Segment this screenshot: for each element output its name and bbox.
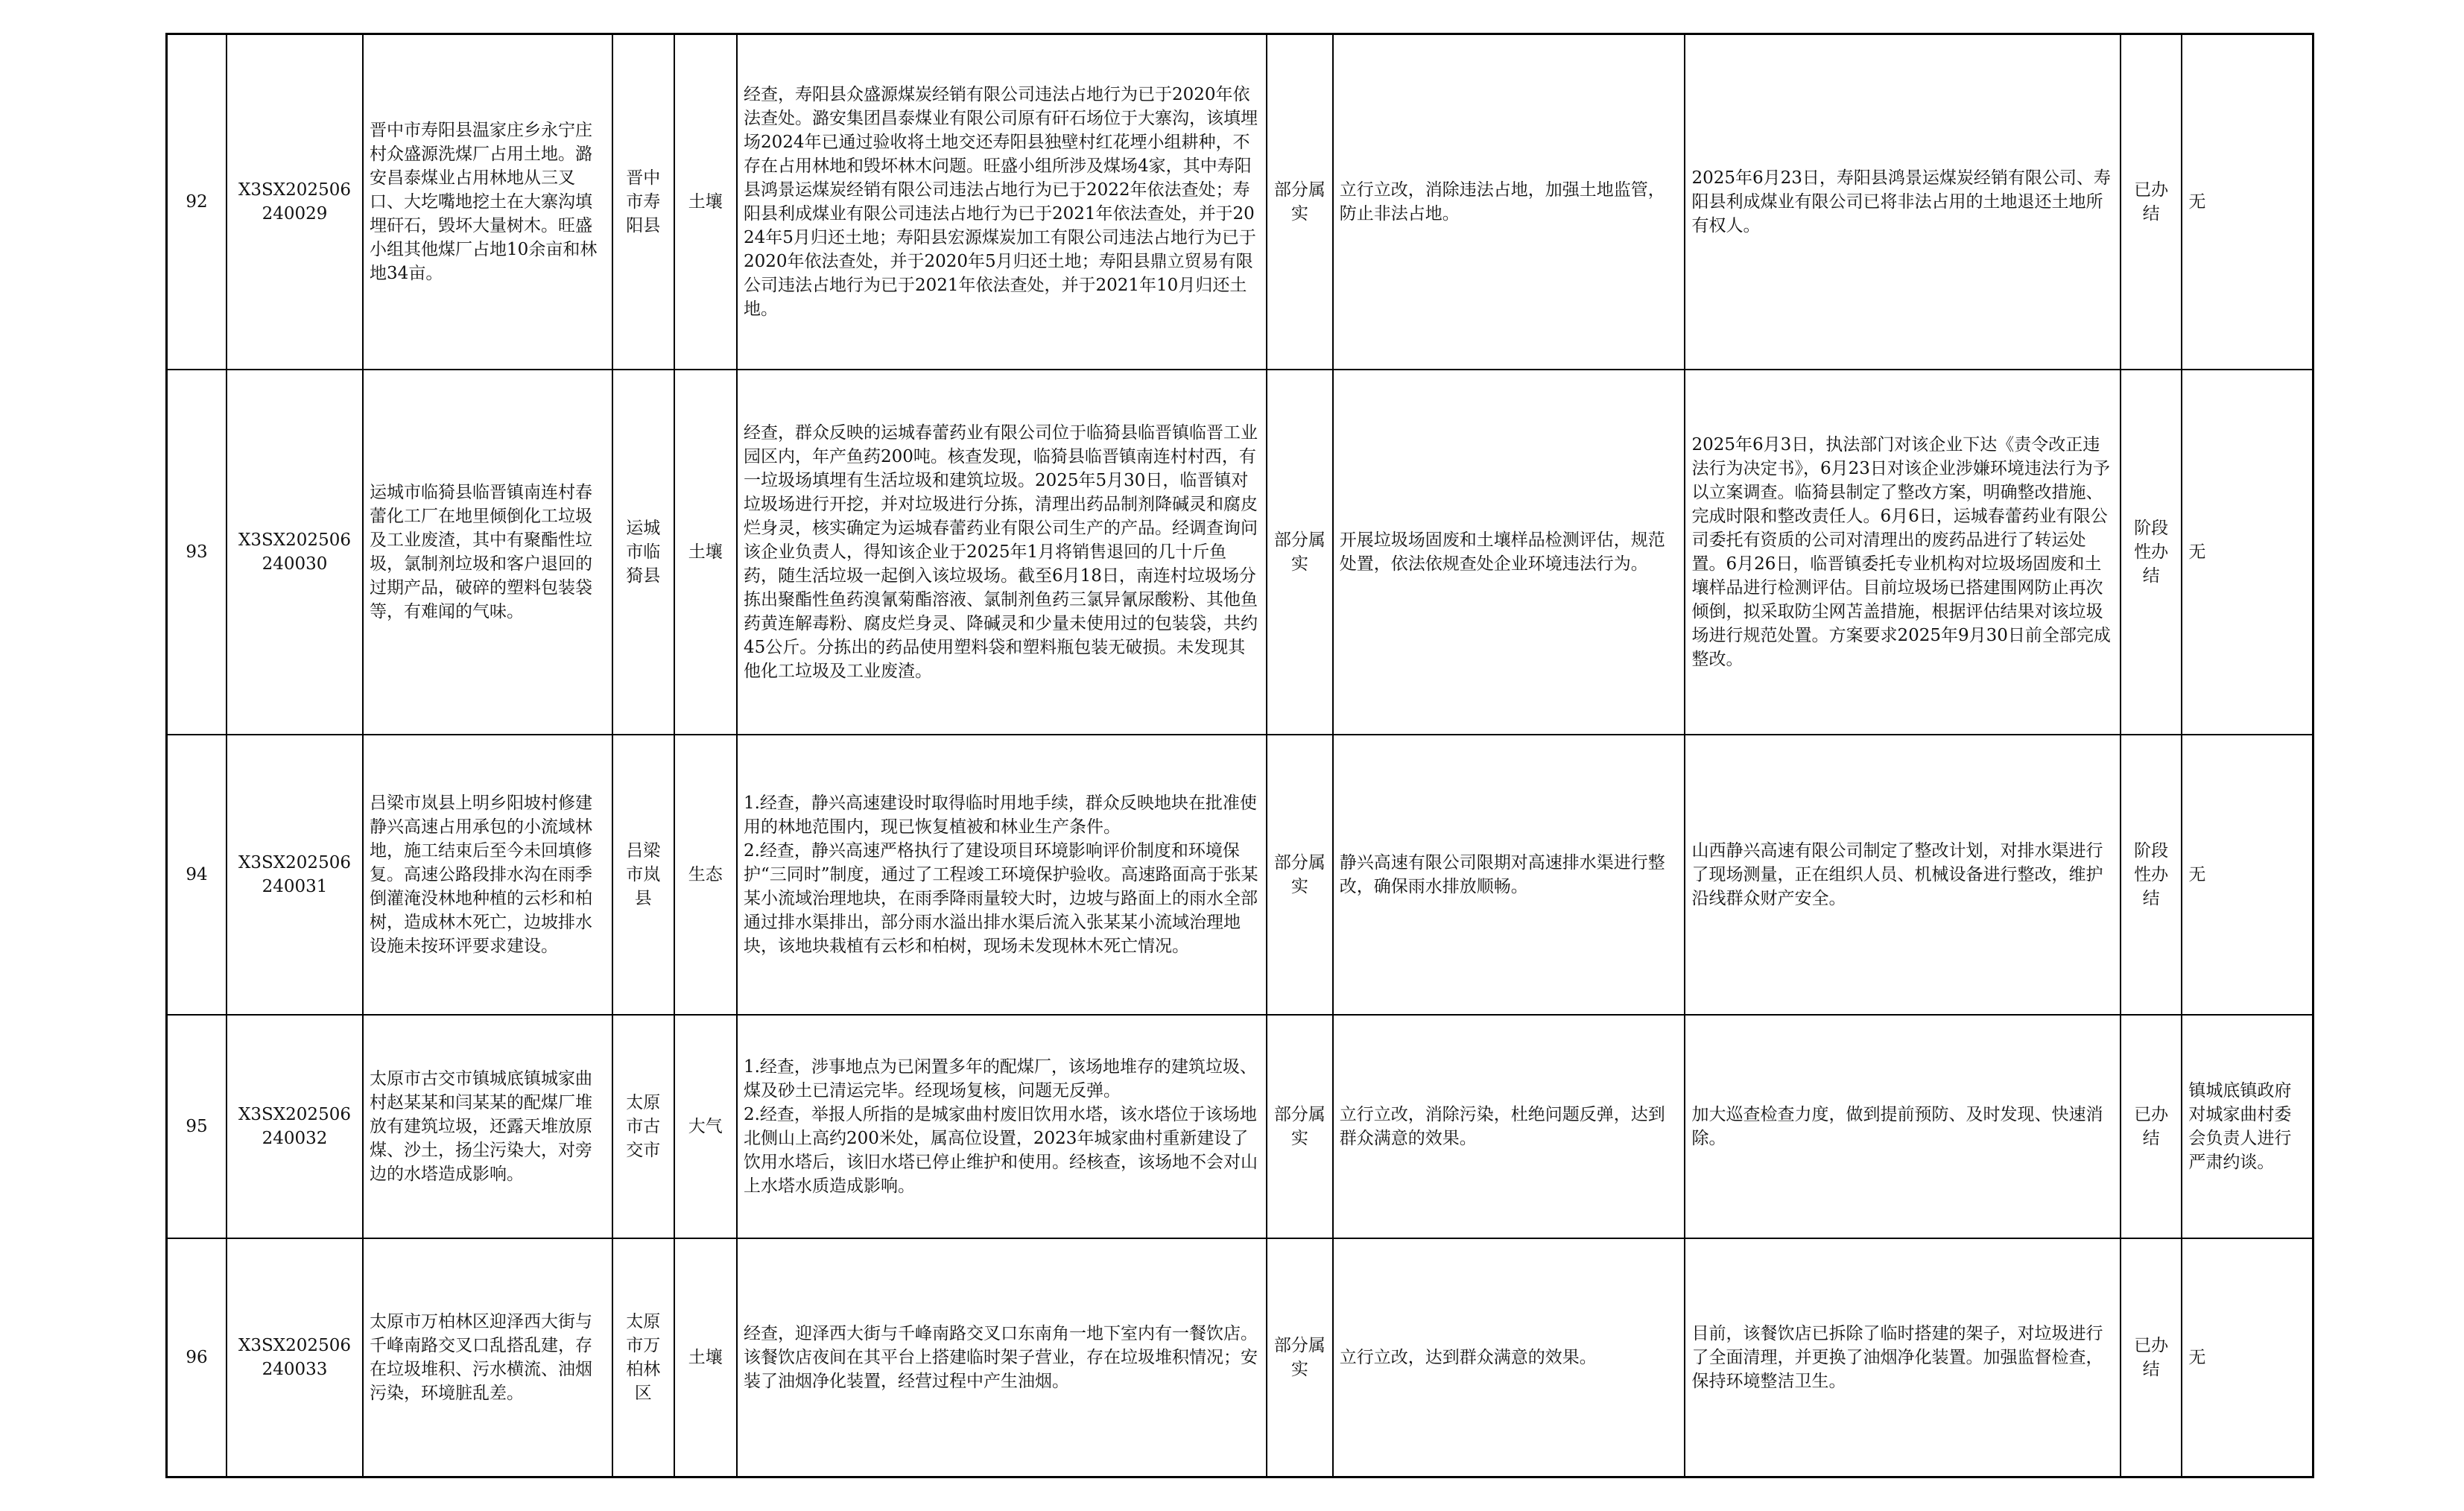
row-status: 已办结 — [2121, 1015, 2182, 1238]
row-code: X3SX202506240031 — [227, 735, 363, 1015]
table-row — [167, 34, 2313, 370]
row-plan: 静兴高速有限公司限期对高速排水渠进行整改，确保雨水排放顺畅。 — [1333, 735, 1685, 1015]
table-row — [167, 1015, 2313, 1238]
row-accountability: 无 — [2182, 370, 2313, 735]
row-plan: 立行立改，消除污染，杜绝问题反弹，达到群众满意的效果。 — [1333, 1015, 1685, 1238]
row-findings: 经查，群众反映的运城春蕾药业有限公司位于临猗县临晋镇临晋工业园区内，年产鱼药200吨。核查发现，临猗县临晋镇南连村村西，有一垃圾场填埋有生活垃圾和建筑垃圾。2025年5月30日，临晋镇对垃圾场进行开挖，并对垃圾进行分拣，清理出药品制剂降碱灵和腐皮烂身灵，核实确定为运城春蕾药业有限公司生产的产品。经调查询问该企业负责人，得知该企业于2025年1月将销售退回的几十斤鱼药，随生活垃圾一起倒入该垃圾场。截至6月18日，南连村垃圾场分拣出聚酯性鱼药溴氰菊酯溶液、氯制剂鱼药三氯异氰尿酸粉、其他鱼药黄连解毒粉、腐皮烂身灵、降碱灵和少量未使用过的包装袋，共约45公斤。分拣出的药品使用塑料袋和塑料瓶包装无破损。未发现其他化工垃圾及工业废渣。 — [737, 370, 1267, 735]
complaint-table — [165, 33, 2314, 1478]
table-row — [167, 370, 2313, 735]
row-accountability: 无 — [2182, 1238, 2313, 1477]
row-accountability: 镇城底镇政府对城家曲村委会负责人进行严肃约谈。 — [2182, 1015, 2313, 1238]
row-progress: 2025年6月23日，寿阳县鸿景运煤炭经销有限公司、寿阳县利成煤业有限公司已将非法占用的土地退还土地所有权人。 — [1685, 34, 2120, 370]
row-type: 土壤 — [674, 34, 737, 370]
row-complaint: 晋中市寿阳县温家庄乡永宁庄村众盛源洗煤厂占用土地。潞安昌泰煤业占用林地从三叉口、大圪嘴地挖土在大寨沟填埋矸石，毁坏大量树木。旺盛小组其他煤厂占地10余亩和林地34亩。 — [363, 34, 612, 370]
row-accountability: 无 — [2182, 34, 2313, 370]
row-region: 太原市万柏林区 — [612, 1238, 674, 1477]
row-findings: 1.经查，涉事地点为已闲置多年的配煤厂，该场地堆存的建筑垃圾、煤及砂土已清运完毕。经现场复核，问题无反弹。 2.经查，举报人所指的是城家曲村废旧饮用水塔，该水塔位于该场地北侧山上高约200米处，属高位设置，2023年城家曲村重新建设了饮用水塔后，该旧水塔已停止维护和使用。经核查，该场地不会对山上水塔水质造成影响。 — [737, 1015, 1267, 1238]
row-progress: 目前，该餐饮店已拆除了临时搭建的架子，对垃圾进行了全面清理，并更换了油烟净化装置。加强监督检查，保持环境整洁卫生。 — [1685, 1238, 2120, 1477]
report-sheet — [165, 33, 2314, 1476]
row-seq: 96 — [167, 1238, 227, 1477]
row-code: X3SX202506240030 — [227, 370, 363, 735]
table-row — [167, 735, 2313, 1015]
row-verdict: 部分属实 — [1267, 370, 1333, 735]
row-progress: 2025年6月3日，执法部门对该企业下达《责令改正违法行为决定书》，6月23日对该企业涉嫌环境违法行为予以立案调查。临猗县制定了整改方案，明确整改措施、完成时限和整改责任人。6月6日，运城春蕾药业有限公司委托有资质的公司对清理出的废药品进行了转运处置。6月26日，临晋镇委托专业机构对垃圾场固废和土壤样品进行检测评估。目前垃圾场已搭建围网防止再次倾倒，拟采取防尘网苫盖措施，根据评估结果对该垃圾场进行规范处置。方案要求2025年9月30日前全部完成整改。 — [1685, 370, 2120, 735]
row-verdict: 部分属实 — [1267, 1238, 1333, 1477]
row-seq: 95 — [167, 1015, 227, 1238]
row-verdict: 部分属实 — [1267, 34, 1333, 370]
row-findings: 经查，寿阳县众盛源煤炭经销有限公司违法占地行为已于2020年依法查处。潞安集团昌泰煤业有限公司原有矸石场位于大寨沟，该填埋场2024年已通过验收将土地交还寿阳县独壁村红花堙小组耕种，不存在占用林地和毁坏林木问题。旺盛小组所涉及煤场4家，其中寿阳县鸿景运煤炭经销有限公司违法占地行为已于2022年依法查处；寿阳县利成煤业有限公司违法占地行为已于2021年依法查处，并于2024年5月归还土地；寿阳县宏源煤炭加工有限公司违法占地行为已于2020年依法查处，并于2020年5月归还土地；寿阳县鼎立贸易有限公司违法占地行为已于2021年依法查处，并于2021年10月归还土地。 — [737, 34, 1267, 370]
row-type: 土壤 — [674, 1238, 737, 1477]
row-code: X3SX202506240032 — [227, 1015, 363, 1238]
row-seq: 92 — [167, 34, 227, 370]
row-complaint: 太原市万柏林区迎泽西大街与千峰南路交叉口乱搭乱建，存在垃圾堆积、污水横流、油烟污染，环境脏乱差。 — [363, 1238, 612, 1477]
row-region: 运城市临猗县 — [612, 370, 674, 735]
row-progress: 山西静兴高速有限公司制定了整改计划，对排水渠进行了现场测量，正在组织人员、机械设备进行整改，维护沿线群众财产安全。 — [1685, 735, 2120, 1015]
row-type: 土壤 — [674, 370, 737, 735]
row-complaint: 运城市临猗县临晋镇南连村春蕾化工厂在地里倾倒化工垃圾及工业废渣，其中有聚酯性垃圾，氯制剂垃圾和客户退回的过期产品，破碎的塑料包装袋等，有难闻的气味。 — [363, 370, 612, 735]
row-seq: 94 — [167, 735, 227, 1015]
row-accountability: 无 — [2182, 735, 2313, 1015]
row-status: 阶段性办结 — [2121, 735, 2182, 1015]
row-complaint: 吕梁市岚县上明乡阳坡村修建静兴高速占用承包的小流域林地，施工结束后至今未回填修复。高速公路段排水沟在雨季倒灌淹没林地种植的云杉和柏树，造成林木死亡，边坡排水设施未按环评要求建设。 — [363, 735, 612, 1015]
row-region: 吕梁市岚县 — [612, 735, 674, 1015]
row-verdict: 部分属实 — [1267, 735, 1333, 1015]
row-plan: 开展垃圾场固废和土壤样品检测评估，规范处置，依法依规查处企业环境违法行为。 — [1333, 370, 1685, 735]
table-row — [167, 1238, 2313, 1477]
row-status: 已办结 — [2121, 34, 2182, 370]
row-code: X3SX202506240033 — [227, 1238, 363, 1477]
row-type: 大气 — [674, 1015, 737, 1238]
row-type: 生态 — [674, 735, 737, 1015]
row-findings: 1.经查，静兴高速建设时取得临时用地手续，群众反映地块在批准使用的林地范围内，现已恢复植被和林业生产条件。 2.经查，静兴高速严格执行了建设项目环境影响评价制度和环境保护“三同时”制度，通过了工程竣工环境保护验收。高速路面高于张某某小流域治理地块，在雨季降雨量较大时，边坡与路面上的雨水全部通过排水渠排出，部分雨水溢出排水渠后流入张某某小流域治理地块，该地块栽植有云杉和柏树，现场未发现林木死亡情况。 — [737, 735, 1267, 1015]
row-seq: 93 — [167, 370, 227, 735]
row-plan: 立行立改，消除违法占地，加强土地监管，防止非法占地。 — [1333, 34, 1685, 370]
row-region: 太原市古交市 — [612, 1015, 674, 1238]
row-verdict: 部分属实 — [1267, 1015, 1333, 1238]
row-findings: 经查，迎泽西大街与千峰南路交叉口东南角一地下室内有一餐饮店。该餐饮店夜间在其平台上搭建临时架子营业，存在垃圾堆积情况；安装了油烟净化装置，经营过程中产生油烟。 — [737, 1238, 1267, 1477]
row-complaint: 太原市古交市镇城底镇城家曲村赵某某和闫某某的配煤厂堆放有建筑垃圾，还露天堆放原煤、沙土，扬尘污染大，对旁边的水塔造成影响。 — [363, 1015, 612, 1238]
row-code: X3SX202506240029 — [227, 34, 363, 370]
row-progress: 加大巡查检查力度，做到提前预防、及时发现、快速消除。 — [1685, 1015, 2120, 1238]
row-status: 已办结 — [2121, 1238, 2182, 1477]
row-plan: 立行立改，达到群众满意的效果。 — [1333, 1238, 1685, 1477]
row-status: 阶段性办结 — [2121, 370, 2182, 735]
row-region: 晋中市寿阳县 — [612, 34, 674, 370]
